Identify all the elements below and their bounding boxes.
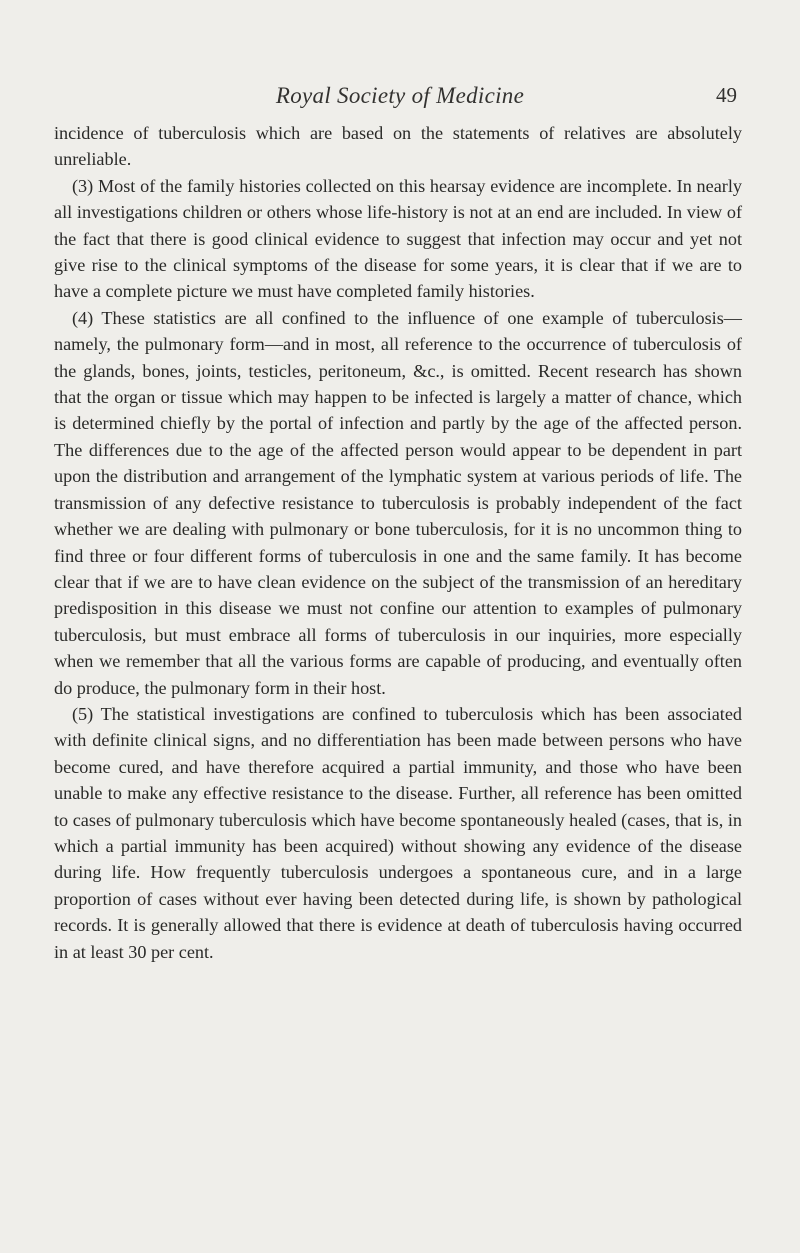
paragraph-point-5: (5) The statistical investigations are confined to tuberculosis which has been associated with definite clinical signs, and no differentiation has been made between persons who have become cured, and have therefore acquired a partial immunity, and those who have been unable to make any effective resistance to the disease. Further, all reference has been omitted to cases of pulmonary tuberculosis which have become spontaneously healed (cases, that is, in which a partial immunity has been acquired) without showing any evidence of the disease during life. How frequently tuberculosis undergoes a spontaneous cure, and in a large proportion of cases without ever having been detected during life, is shown by pathological records. It is generally allowed that there is evidence at death of tuberculosis having occurred in at least 30 per cent.	[54, 703, 742, 962]
paragraph-point-4: (4) These statistics are all confined to the influence of one example of tuberculosis—namely, the pulmonary form—and in most, all reference to the occurrence of tuberculosis of the glands, bones, joints, testicles, peritoneum, &c., is omitted. Recent research has shown that the organ or tissue which may happen to be infected is largely a matter of chance, which is determined chiefly by the portal of infection and partly by the age of the affected person. The differences due to the age of the affected person would appear to be dependent in part upon the distribution and arrangement of the lymphatic system at various periods of life. The transmission of any defective resistance to tuberculosis is probably independent of the fact whether we are dealing with pulmonary or bone tuberculosis, for it is no uncommon thing to find three or four different forms of tuberculosis in one and the same family. It has become clear that if we are to have clean evidence on the subject of the transmission of an hereditary predisposition in this disease we must not confine our attention to examples of pulmonary tuberculosis, but must embrace all forms of tuberculosis in our inquiries, more especially when we remember that all the various forms are capable of producing, and eventually often do produce, the pulmonary form in their host.	[54, 307, 742, 698]
running-title: Royal Society of Medicine	[275, 83, 525, 108]
paragraph-continuation: incidence of tuberculosis which are based on the statements of relatives are absolutely unreliable.	[54, 123, 742, 170]
running-head	[0, 83, 800, 123]
paragraph-point-3: (3) Most of the family histories collected on this hearsay evidence are incomplete. In nearly all investigations children or others whose life-history is not at an end are included. In view of the fact that there is good clinical evidence to suggest that infection may occur and yet not give rise to the clinical symptoms of the disease for some years, it is clear that if we are to have a complete picture we must have completed family histories.	[54, 175, 742, 302]
page-number: 49	[716, 83, 737, 107]
body-text	[54, 120, 742, 965]
